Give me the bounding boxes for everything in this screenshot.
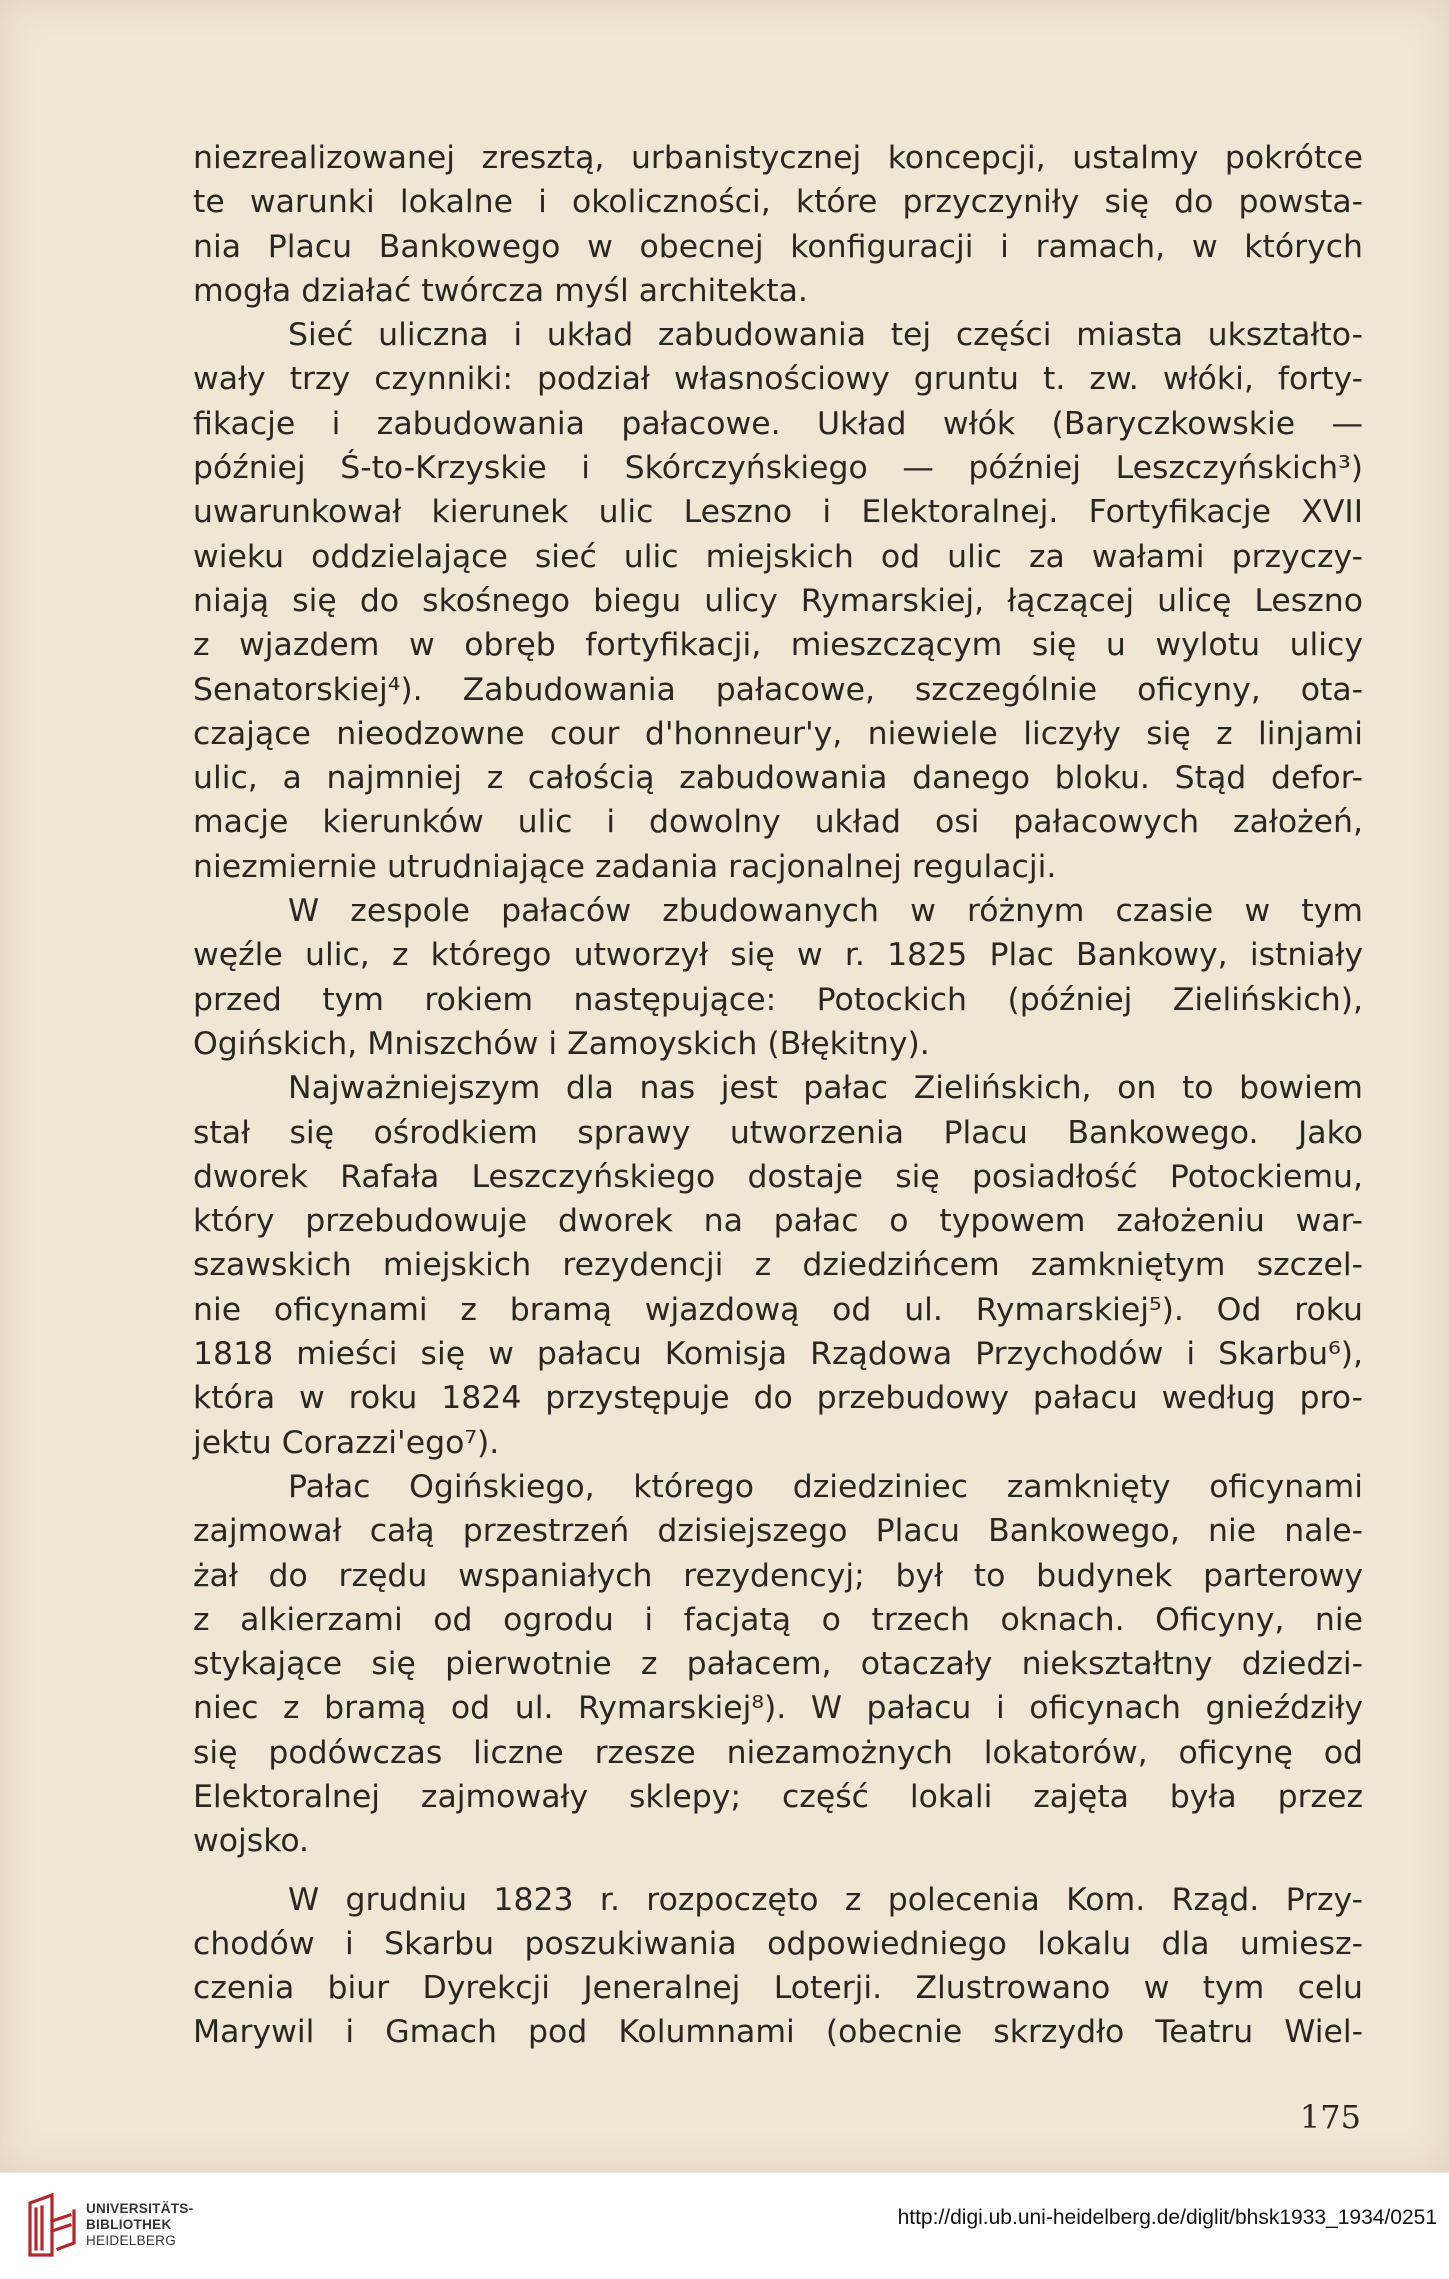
text-line: Elektoralnej zajmowały sklepy; część lokali zajęta była przez	[193, 1778, 1363, 1815]
text-line: macje kierunków ulic i dowolny układ osi pałacowych założeń,	[193, 804, 1363, 841]
library-logo-icon	[22, 2191, 84, 2261]
text-line: stykające się pierwotnie z pałacem, otaczały niekształtny dziedzi-	[193, 1646, 1363, 1683]
text-line: nia Placu Bankowego w obecnej konfiguracji i ramach, w których	[193, 228, 1363, 265]
text-line: dworek Rafała Leszczyńskiego dostaje się posiadłość Potockiemu,	[193, 1158, 1363, 1195]
text-line: jektu Corazzi'ego⁷).	[193, 1424, 500, 1461]
text-line: się podówczas liczne rzesze niezamożnych lokatorów, oficynę od	[193, 1734, 1363, 1771]
text-line: niezmiernie utrudniające zadania racjonalnej regulacji.	[193, 848, 1057, 885]
text-line: Sieć uliczna i układ zabudowania tej części miasta ukształto-	[288, 317, 1363, 354]
text-line: Pałac Ogińskiego, którego dziedziniec zamknięty oficynami	[288, 1468, 1363, 1505]
text-line: żał do rzędu wspaniałych rezydencyj; był to budynek parterowy	[193, 1557, 1363, 1594]
text-line: 1818 mieści się w pałacu Komisja Rządowa Przychodów i Skarbu⁶),	[193, 1336, 1363, 1373]
text-line: W grudniu 1823 r. rozpoczęto z polecenia Kom. Rząd. Przy-	[288, 1881, 1363, 1918]
text-line: te warunki lokalne i okoliczności, które przyczyniły się do powsta-	[193, 184, 1363, 221]
text-line: W zespole pałaców zbudowanych w różnym czasie w tym	[288, 893, 1363, 930]
text-line: Najważniejszym dla nas jest pałac Zielińskich, on to bowiem	[288, 1070, 1363, 1107]
text-line: niec z bramą od ul. Rymarskiej⁸). W pałacu i oficynach gnieździły	[193, 1690, 1363, 1727]
text-line: czenia biur Dyrekcji Jeneralnej Loterji. Zlustrowano w tym celu	[193, 1970, 1363, 2007]
body-text	[193, 136, 1363, 2055]
text-line: który przebudowuje dworek na pałac o typowem założeniu war-	[193, 1203, 1363, 1240]
text-line: Senatorskiej⁴). Zabudowania pałacowe, szczególnie oficyny, ota-	[193, 671, 1363, 708]
text-line: szawskich miejskich rezydencji z dziedzińcem zamkniętym szczel-	[193, 1247, 1363, 1284]
text-line: wały trzy czynniki: podział własnościowy gruntu t. zw. włóki, forty-	[193, 361, 1363, 398]
text-line: chodów i Skarbu poszukiwania odpowiedniego lokalu dla umiesz-	[193, 1925, 1363, 1962]
page-number: 175	[1299, 2098, 1361, 2136]
text-line: stał się ośrodkiem sprawy utworzenia Placu Bankowego. Jako	[193, 1114, 1363, 1151]
text-line: nie oficynami z bramą wjazdową od ul. Rymarskiej⁵). Od roku	[193, 1291, 1363, 1328]
footer-bar	[0, 2172, 1449, 2279]
text-line: ulic, a najmniej z całością zabudowania danego bloku. Stąd defor-	[193, 760, 1363, 797]
text-line: która w roku 1824 przystępuje do przebudowy pałacu według pro-	[193, 1380, 1363, 1417]
text-line: Marywil i Gmach pod Kolumnami (obecnie skrzydło Teatru Wiel-	[193, 2014, 1363, 2051]
text-line: fikacje i zabudowania pałacowe. Układ włók (Baryczkowskie —	[193, 405, 1363, 442]
text-line: czające nieodzowne cour d'honneur'y, niewiele liczyły się z linjami	[193, 715, 1363, 752]
library-name: UNIVERSITÄTS- BIBLIOTHEK HEIDELBERG	[86, 2201, 194, 2248]
text-line: zajmował całą przestrzeń dzisiejszego Placu Bankowego, nie nale-	[193, 1513, 1363, 1550]
text-line: później Ś-to-Krzyskie i Skórczyńskiego — później Leszczyńskich³)	[193, 450, 1363, 487]
text-line: wojsko.	[193, 1823, 310, 1860]
text-line: Ogińskich, Mniszchów i Zamoyskich (Błękitny).	[193, 1025, 930, 1062]
text-line: przed tym rokiem następujące: Potockich (później Zielińskich),	[193, 981, 1363, 1018]
text-line: węźle ulic, z którego utworzył się w r. 1825 Plac Bankowy, istniały	[193, 937, 1363, 974]
text-line: niezrealizowanej zresztą, urbanistycznej koncepcji, ustalmy pokrótce	[193, 140, 1363, 176]
source-url-link[interactable]: http://digi.ub.uni-heidelberg.de/diglit/bhsk1933_1934/0251	[897, 2206, 1437, 2229]
text-line: z alkierzami od ogrodu i facjatą o trzech oknach. Oficyny, nie	[193, 1601, 1363, 1638]
text-line: wieku oddzielające sieć ulic miejskich od ulic za wałami przyczy-	[193, 538, 1363, 575]
text-line: z wjazdem w obręb fortyfikacji, mieszczącym się u wylotu ulicy	[193, 627, 1363, 664]
text-line: niają się do skośnego biegu ulicy Rymarskiej, łączącej ulicę Leszno	[193, 582, 1363, 619]
text-line: uwarunkował kierunek ulic Leszno i Elektoralnej. Fortyfikacje XVII	[193, 494, 1363, 531]
text-line: mogła działać twórcza myśl architekta.	[193, 272, 808, 309]
